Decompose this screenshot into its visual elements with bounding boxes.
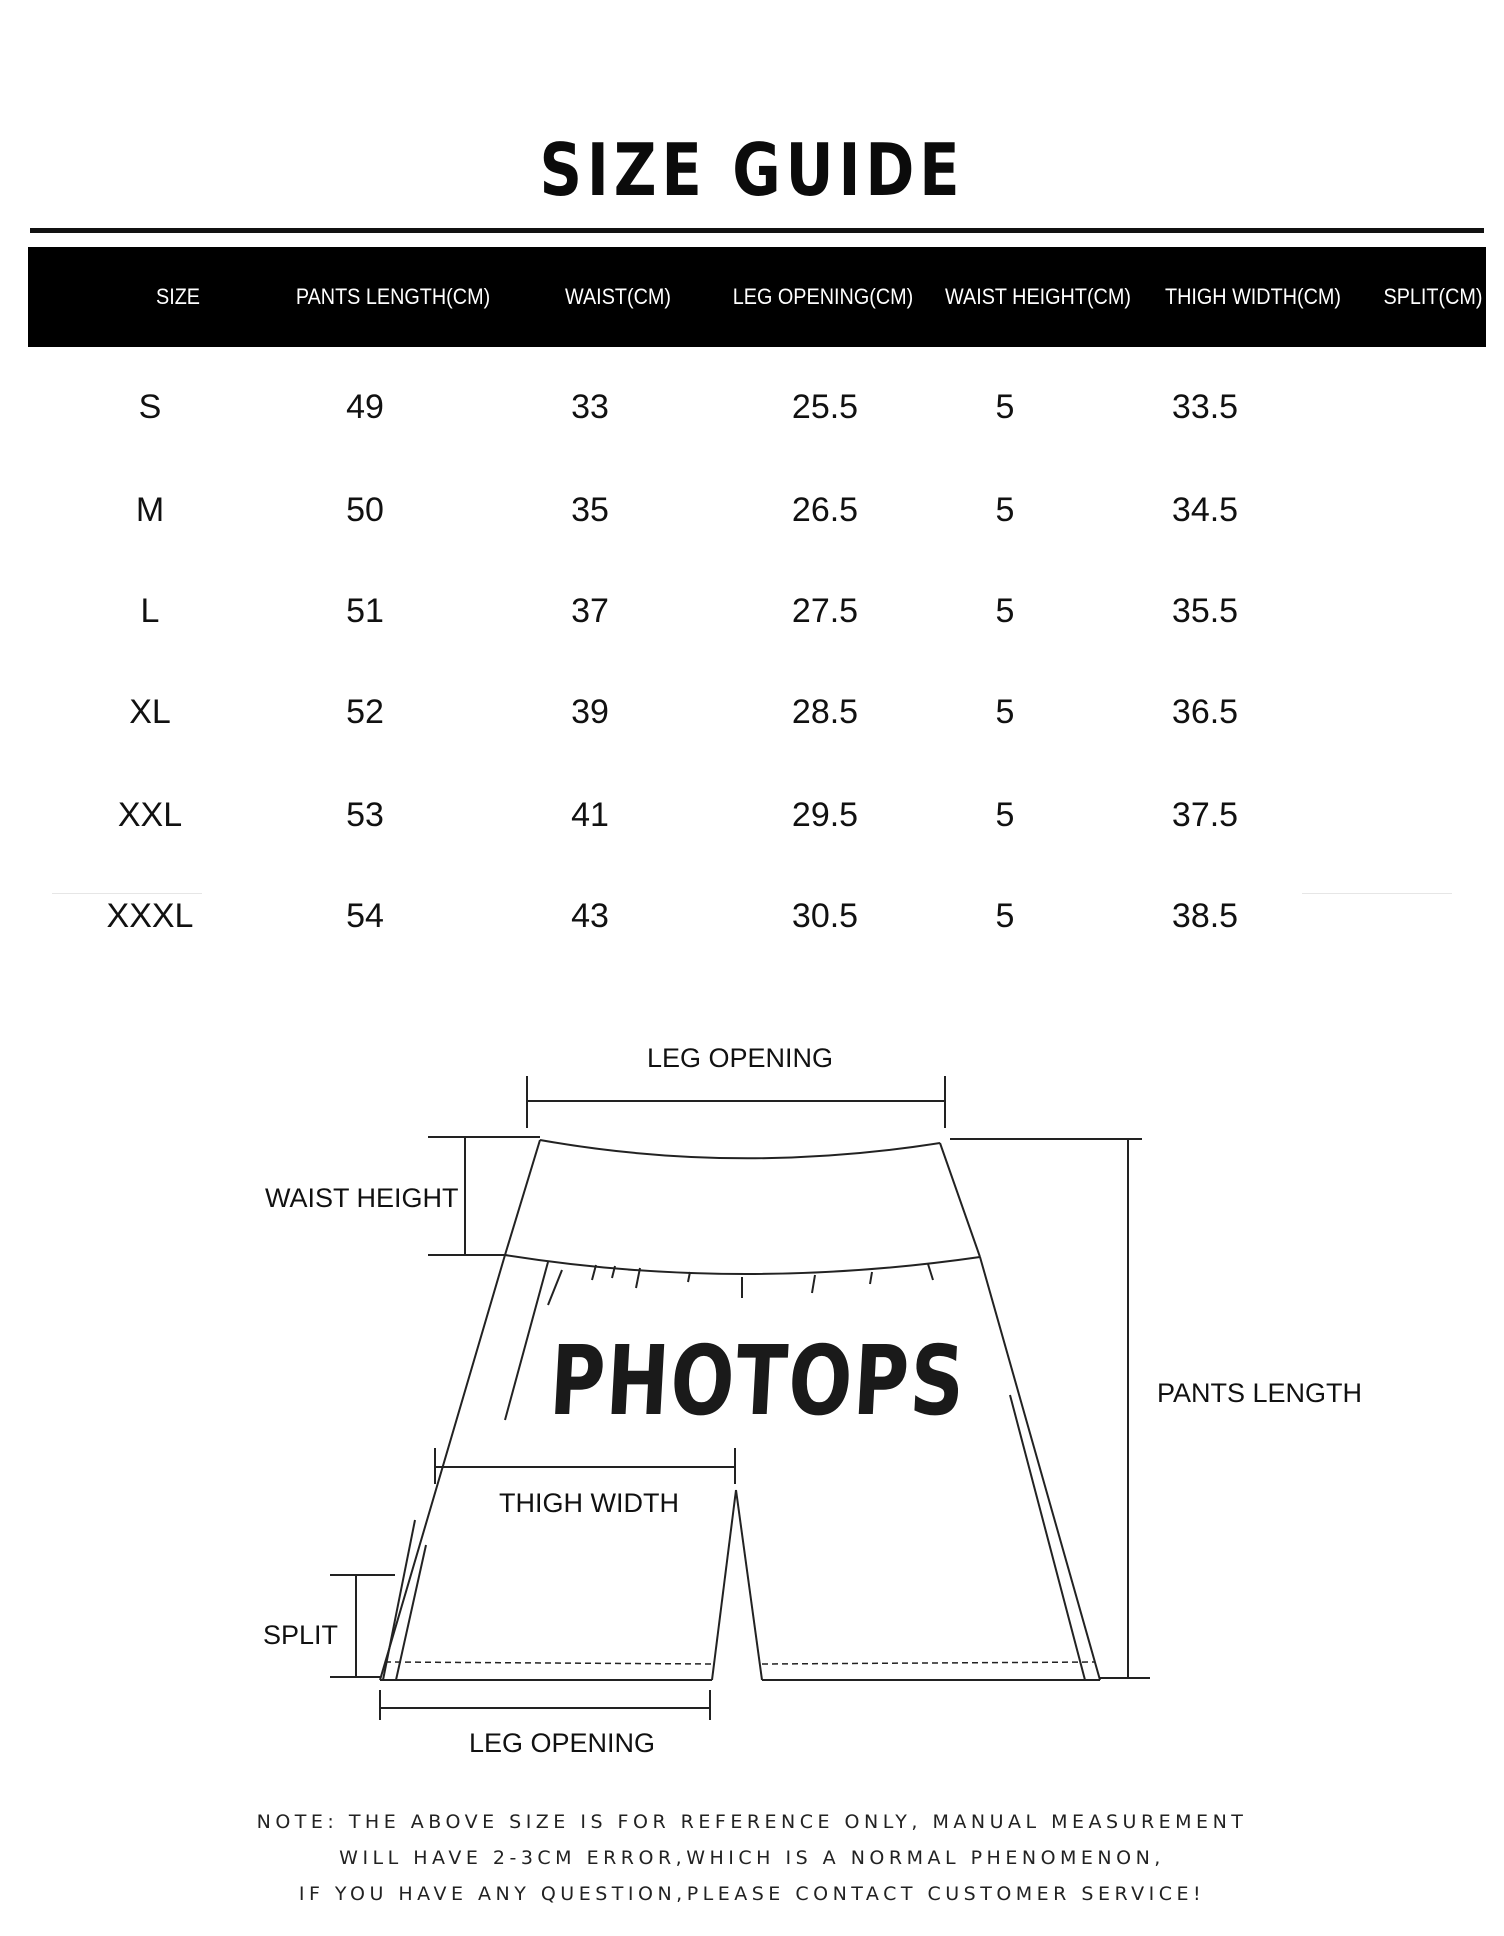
cell-split (1330, 785, 1480, 845)
header-size: SIZE (155, 284, 201, 309)
header-waist-height: WAIST HEIGHT(CM) (945, 284, 1131, 309)
shorts-right-side (980, 1257, 1100, 1680)
cell-leg-opening: 28.5 (791, 693, 859, 731)
cell-pants-length: 51 (346, 592, 384, 630)
header-waist: WAIST(CM) (565, 284, 671, 309)
brand-logo: PHOTOPS (546, 1325, 969, 1437)
cell-waist-height: 5 (995, 491, 1015, 529)
faint-line-left (52, 893, 202, 894)
cell-size: XXL (117, 796, 183, 834)
table-row (0, 886, 1504, 946)
cell-waist: 41 (571, 796, 609, 834)
label-thigh-width: THIGH WIDTH (499, 1488, 679, 1518)
cell-leg-opening: 25.5 (791, 388, 859, 426)
cell-waist: 35 (571, 491, 609, 529)
cell-thigh-width: 36.5 (1171, 693, 1239, 731)
cell-split (1330, 886, 1480, 946)
header-leg-opening: LEG OPENING(CM) (732, 284, 914, 309)
cell-waist-height: 5 (995, 592, 1015, 630)
table-row (0, 377, 1504, 437)
waistband-top (540, 1140, 940, 1158)
label-leg-opening-bottom: LEG OPENING (469, 1728, 656, 1758)
cell-size: XL (129, 693, 171, 731)
faint-line-right (1302, 893, 1452, 894)
cell-leg-opening: 27.5 (791, 592, 859, 630)
cell-size: L (140, 592, 160, 630)
cell-waist-height: 5 (995, 796, 1015, 834)
cell-thigh-width: 38.5 (1171, 897, 1239, 935)
note-line-3: IF YOU HAVE ANY QUESTION,PLEASE CONTACT CUSTOMER SERVICE! (298, 1883, 1206, 1905)
header-thigh-width: THIGH WIDTH(CM) (1165, 284, 1341, 309)
label-pants-length: PANTS LENGTH (1157, 1378, 1363, 1408)
cell-waist: 39 (571, 693, 609, 731)
waistband-bottom (505, 1255, 980, 1274)
page-title: SIZE GUIDE (539, 128, 965, 212)
label-leg-opening-top: LEG OPENING (647, 1043, 834, 1073)
header-split: SPLIT(CM) (1383, 284, 1483, 309)
cell-size: XXXL (106, 897, 194, 935)
cell-leg-opening: 29.5 (791, 796, 859, 834)
note-line-1: NOTE: THE ABOVE SIZE IS FOR REFERENCE ONLY, MANUAL MEASUREMENT (256, 1811, 1248, 1833)
label-split: SPLIT (263, 1620, 339, 1650)
table-row (0, 682, 1504, 742)
cell-split (1330, 377, 1480, 437)
cell-thigh-width: 33.5 (1171, 388, 1239, 426)
cell-leg-opening: 26.5 (791, 491, 859, 529)
cell-pants-length: 54 (346, 897, 384, 935)
title-divider (30, 228, 1484, 233)
cell-waist-height: 5 (995, 693, 1015, 731)
cell-waist: 43 (571, 897, 609, 935)
label-waist-height: WAIST HEIGHT (265, 1183, 459, 1213)
note-line-2: WILL HAVE 2-3CM ERROR,WHICH IS A NORMAL PHENOMENON, (339, 1847, 1165, 1869)
cell-size: S (138, 388, 162, 426)
cell-split (1330, 581, 1480, 641)
table-row (0, 581, 1504, 641)
cell-thigh-width: 37.5 (1171, 796, 1239, 834)
cell-waist-height: 5 (995, 388, 1015, 426)
table-row (0, 785, 1504, 845)
cell-size: M (135, 491, 165, 529)
cell-waist-height: 5 (995, 897, 1015, 935)
header-pants-length: PANTS LENGTH(CM) (295, 284, 491, 309)
cell-thigh-width: 34.5 (1171, 491, 1239, 529)
cell-waist: 33 (571, 388, 609, 426)
cell-split (1330, 682, 1480, 742)
cell-waist: 37 (571, 592, 609, 630)
cell-pants-length: 52 (346, 693, 384, 731)
cell-thigh-width: 35.5 (1171, 592, 1239, 630)
table-row (0, 480, 1504, 540)
cell-pants-length: 53 (346, 796, 384, 834)
cell-split (1330, 480, 1480, 540)
cell-pants-length: 50 (346, 491, 384, 529)
table-header (28, 247, 1486, 347)
cell-pants-length: 49 (346, 388, 384, 426)
cell-leg-opening: 30.5 (791, 897, 859, 935)
